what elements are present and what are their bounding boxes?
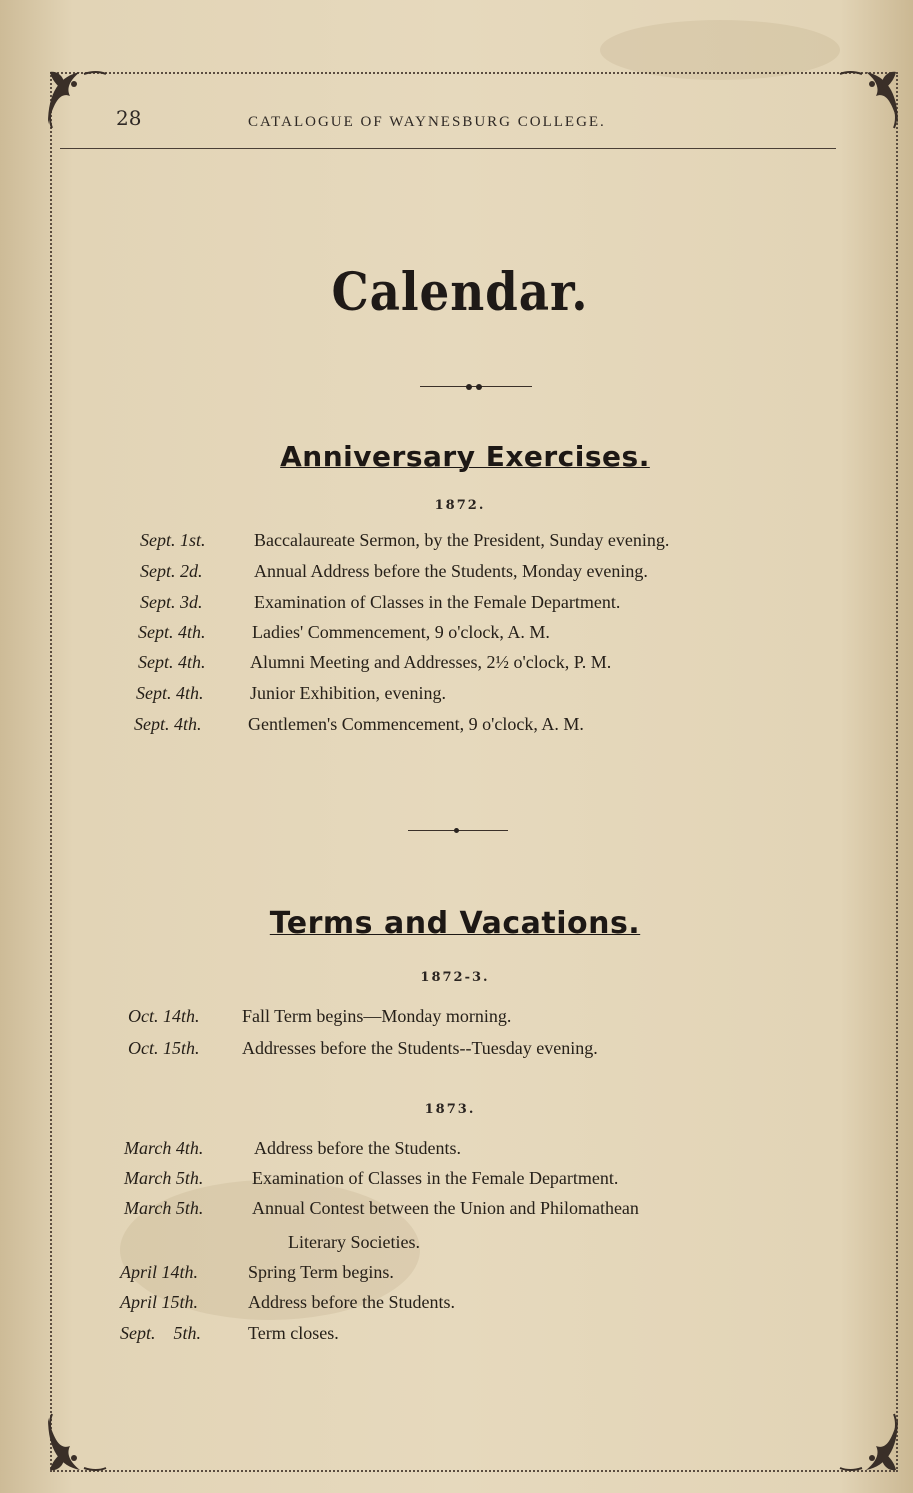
list-item bbox=[128, 1038, 808, 1066]
list-item bbox=[138, 652, 808, 680]
entry-text: Alumni Meeting and Addresses, 2½ o'clock, P. M. bbox=[250, 652, 612, 672]
list-item bbox=[134, 714, 804, 742]
list-item bbox=[138, 622, 808, 650]
corner-ornament-icon bbox=[836, 1410, 906, 1480]
entry-date: March 5th. bbox=[124, 1198, 204, 1218]
section-heading-terms: Terms and Vacations. bbox=[269, 906, 641, 941]
list-item bbox=[120, 1262, 810, 1290]
entry-date: Sept. 1st. bbox=[140, 530, 206, 550]
corner-ornament-icon bbox=[40, 62, 110, 132]
year-label: 1872-3. bbox=[420, 970, 490, 985]
list-item bbox=[124, 1198, 814, 1226]
year-label: 1873. bbox=[424, 1102, 476, 1117]
entry-date: Sept. 3d. bbox=[140, 592, 203, 612]
entry-text: Spring Term begins. bbox=[248, 1262, 394, 1282]
entry-text: Ladies' Commencement, 9 o'clock, A. M. bbox=[252, 622, 550, 642]
entry-date: Sept. 4th. bbox=[134, 714, 202, 734]
entry-text: Annual Address before the Students, Monday evening. bbox=[254, 561, 648, 581]
entry-date: Sept. 4th. bbox=[138, 652, 206, 672]
divider-ornament bbox=[420, 382, 532, 392]
entry-date: April 14th. bbox=[120, 1262, 199, 1282]
entry-date: Sept. 4th. bbox=[138, 622, 206, 642]
list-item bbox=[140, 592, 810, 620]
corner-ornament-icon bbox=[40, 1410, 110, 1480]
entry-text: Address before the Students. bbox=[254, 1138, 461, 1158]
entry-text: Term closes. bbox=[248, 1323, 339, 1343]
entry-date: Sept. 5th. bbox=[120, 1323, 201, 1343]
list-item bbox=[136, 683, 806, 711]
list-item bbox=[140, 530, 810, 558]
entry-date: March 4th. bbox=[124, 1138, 204, 1158]
page-title: Calendar. bbox=[331, 262, 589, 323]
list-item bbox=[120, 1292, 810, 1320]
entry-text: Examination of Classes in the Female Department. bbox=[254, 592, 621, 612]
entry-text: Examination of Classes in the Female Department. bbox=[252, 1168, 619, 1188]
list-item bbox=[124, 1138, 814, 1166]
entry-date: April 15th. bbox=[120, 1292, 199, 1312]
entry-text: Fall Term begins—Monday morning. bbox=[242, 1006, 512, 1026]
running-head: CATALOGUE OF WAYNESBURG COLLEGE. bbox=[248, 114, 606, 130]
paper-stain bbox=[600, 20, 840, 80]
entry-text: Addresses before the Students--Tuesday evening. bbox=[242, 1038, 598, 1058]
corner-ornament-icon bbox=[836, 62, 906, 132]
entry-text: Junior Exhibition, evening. bbox=[250, 683, 446, 703]
entry-date: Sept. 2d. bbox=[140, 561, 203, 581]
list-item bbox=[128, 1006, 808, 1034]
header-rule bbox=[60, 148, 836, 149]
entry-text: Annual Contest between the Union and Philomathean bbox=[252, 1198, 639, 1218]
entry-text: Baccalaureate Sermon, by the President, Sunday evening. bbox=[254, 530, 670, 550]
entry-text: Address before the Students. bbox=[248, 1292, 455, 1312]
list-item bbox=[140, 561, 810, 589]
entry-date: March 5th. bbox=[124, 1168, 204, 1188]
entry-date: Sept. 4th. bbox=[136, 683, 204, 703]
divider-ornament bbox=[408, 826, 508, 836]
page-number: 28 bbox=[116, 106, 142, 130]
list-item bbox=[124, 1168, 814, 1196]
entry-continuation: Literary Societies. bbox=[288, 1232, 420, 1252]
entry-date: Oct. 15th. bbox=[128, 1038, 200, 1058]
year-label: 1872. bbox=[434, 498, 486, 513]
list-item bbox=[120, 1323, 810, 1351]
entry-date: Oct. 14th. bbox=[128, 1006, 200, 1026]
entry-text: Gentlemen's Commencement, 9 o'clock, A. M. bbox=[248, 714, 584, 734]
section-heading-anniversary: Anniversary Exercises. bbox=[280, 440, 650, 473]
page-header bbox=[112, 102, 832, 142]
